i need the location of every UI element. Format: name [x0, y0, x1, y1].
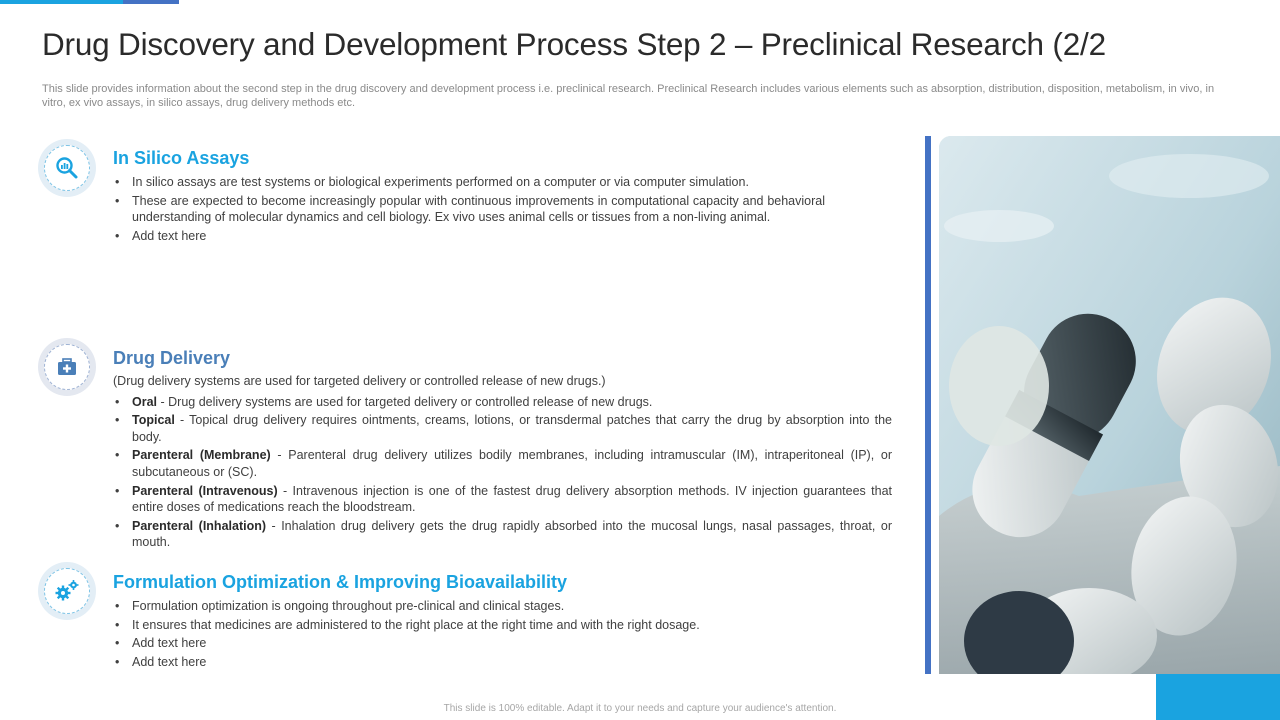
section-heading: Drug Delivery — [113, 348, 231, 368]
list-item: • These are expected to become increasingly popular with continuous improvements in computational capacity and behavioral understanding of molecular dynamics and cell biology. Ex vivo uses animal cells or tissues from a non-living animal. — [113, 193, 825, 226]
photo-accent-bar — [925, 136, 931, 674]
section-drug-delivery — [38, 338, 898, 553]
list-item: • Add text here — [113, 654, 892, 671]
section-body — [113, 174, 825, 247]
section-formulation-optimization — [38, 562, 898, 677]
list-item: • Parenteral (Membrane) - Parenteral drug delivery utilizes bodily membranes, including intramuscular (IM), intraperitoneal (IP), or subcutaneous or (SC). — [113, 447, 892, 480]
slide-subtitle: This slide provides information about the second step in the drug discovery and development process i.e. preclinical research. Preclinical Research includes various elements such as absorption, distribution, disposition, metabolism, in vivo, in vitro, ex vivo assays, in silico assays, drug delivery methods etc. — [42, 83, 1215, 109]
capsules-photo — [939, 136, 1280, 674]
list-item: • In silico assays are test systems or biological experiments performed on a computer or via computer simulation. — [113, 174, 825, 191]
medical-kit-icon — [38, 338, 96, 396]
list-item: • Formulation optimization is ongoing throughout pre-clinical and clinical stages. — [113, 598, 892, 615]
section-body — [113, 373, 892, 553]
section-heading: In Silico Assays — [113, 148, 250, 168]
section-note: (Drug delivery systems are used for targeted delivery or controlled release of new drugs.) — [113, 374, 606, 388]
list-item: • It ensures that medicines are administered to the right place at the right time and with the right dosage. — [113, 617, 892, 634]
section-heading: Formulation Optimization & Improving Bioavailability — [113, 572, 568, 592]
top-accent-bar — [0, 0, 123, 4]
list-item: • Add text here — [113, 228, 825, 245]
list-item: • Parenteral (Inhalation) - Inhalation drug delivery gets the drug rapidly absorbed into the mucosal lungs, nasal passages, throat, or mouth. — [113, 518, 892, 551]
slide-footer: This slide is 100% editable. Adapt it to your needs and capture your audience's attention. — [443, 703, 837, 714]
section-in-silico-assays — [38, 139, 838, 269]
list-item: • Parenteral (Intravenous) - Intravenous injection is one of the fastest drug delivery absorption methods. IV injection guarantees that entire doses of medications reach the bloodstream. — [113, 483, 892, 516]
slide-title: Drug Discovery and Development Process Step 2 – Preclinical Research (2/2 — [42, 26, 1106, 62]
gears-icon — [38, 562, 96, 620]
section-body — [113, 598, 892, 673]
list-item: • Topical - Topical drug delivery requires ointments, creams, lotions, or transdermal patches that carry the drug by absorption into the body. — [113, 412, 892, 445]
top-accent-bar-secondary — [123, 0, 179, 4]
list-item: • Oral - Drug delivery systems are used for targeted delivery or controlled release of new drugs. — [113, 394, 892, 411]
list-item: • Add text here — [113, 635, 892, 652]
magnifier-chart-icon — [38, 139, 96, 197]
